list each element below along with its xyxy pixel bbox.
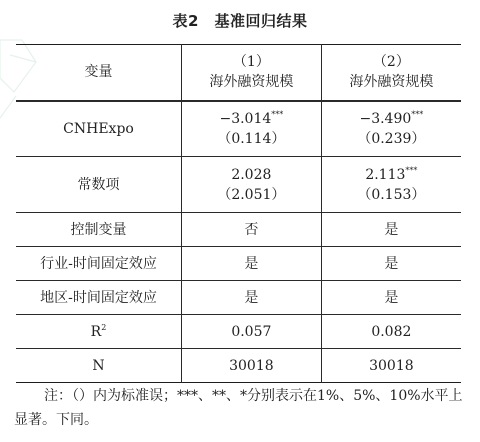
cell-col1: 0.057 (182, 315, 322, 349)
header-col1 (182, 45, 322, 101)
cell-col1: 是 (182, 247, 322, 281)
regression-table (16, 44, 461, 383)
cell-col1 (182, 101, 322, 157)
cell-col2: 0.082 (321, 315, 461, 349)
coef: 2.113 (365, 166, 406, 183)
significance-stars: *** (271, 109, 284, 119)
coef: −3.490 (359, 110, 412, 127)
cell-col1: 30018 (182, 349, 322, 383)
table-row (16, 349, 461, 383)
std-error: （2.051） (217, 186, 286, 203)
table-caption: 表2 基准回归结果 (172, 12, 308, 30)
std-error: （0.114） (217, 130, 286, 147)
row-label (16, 315, 182, 349)
coef: 2.028 (231, 166, 272, 183)
cell-col2 (321, 157, 461, 213)
significance-stars: *** (405, 165, 418, 175)
cell-col1 (182, 157, 322, 213)
cell-col1: 否 (182, 213, 322, 247)
header-col1-name: 海外融资规模 (209, 74, 294, 91)
header-col1-number: （1） (232, 54, 270, 71)
row-label: 地区-时间固定效应 (16, 281, 182, 315)
table-row (16, 247, 461, 281)
table-row (16, 315, 461, 349)
row-label: CNHExpo (16, 101, 182, 157)
header-col2-name: 海外融资规模 (349, 74, 434, 91)
significance-stars: *** (411, 109, 424, 119)
cell-col2: 是 (321, 281, 461, 315)
table-row (16, 157, 461, 213)
row-label: 常数项 (16, 157, 182, 213)
cell-col2: 30018 (369, 357, 414, 374)
header-col2 (321, 45, 461, 101)
cell-col2: 是 (321, 213, 461, 247)
header-row (16, 45, 461, 101)
table-note: 注：（）内为标准误；***、**、*分别表示在1%、5%、10%水平上显著。下同。 (14, 388, 463, 428)
header-col2-number: （2） (372, 54, 410, 71)
cell-col2 (321, 101, 461, 157)
row-label: 行业-时间固定效应 (16, 247, 182, 281)
std-error: （0.239） (357, 130, 426, 147)
table-row (16, 101, 461, 157)
coef: −3.014 (219, 110, 272, 127)
table-row (16, 281, 461, 315)
superscript-two: 2 (101, 322, 107, 332)
row-label: N (92, 357, 105, 374)
row-label: 控制变量 (16, 213, 182, 247)
table-row (16, 213, 461, 247)
header-variable: 变量 (16, 45, 182, 101)
cell-col1: 是 (182, 281, 322, 315)
cell-col2: 是 (321, 247, 461, 281)
std-error: （0.153） (357, 186, 426, 203)
r-squared-label: R (90, 323, 102, 340)
